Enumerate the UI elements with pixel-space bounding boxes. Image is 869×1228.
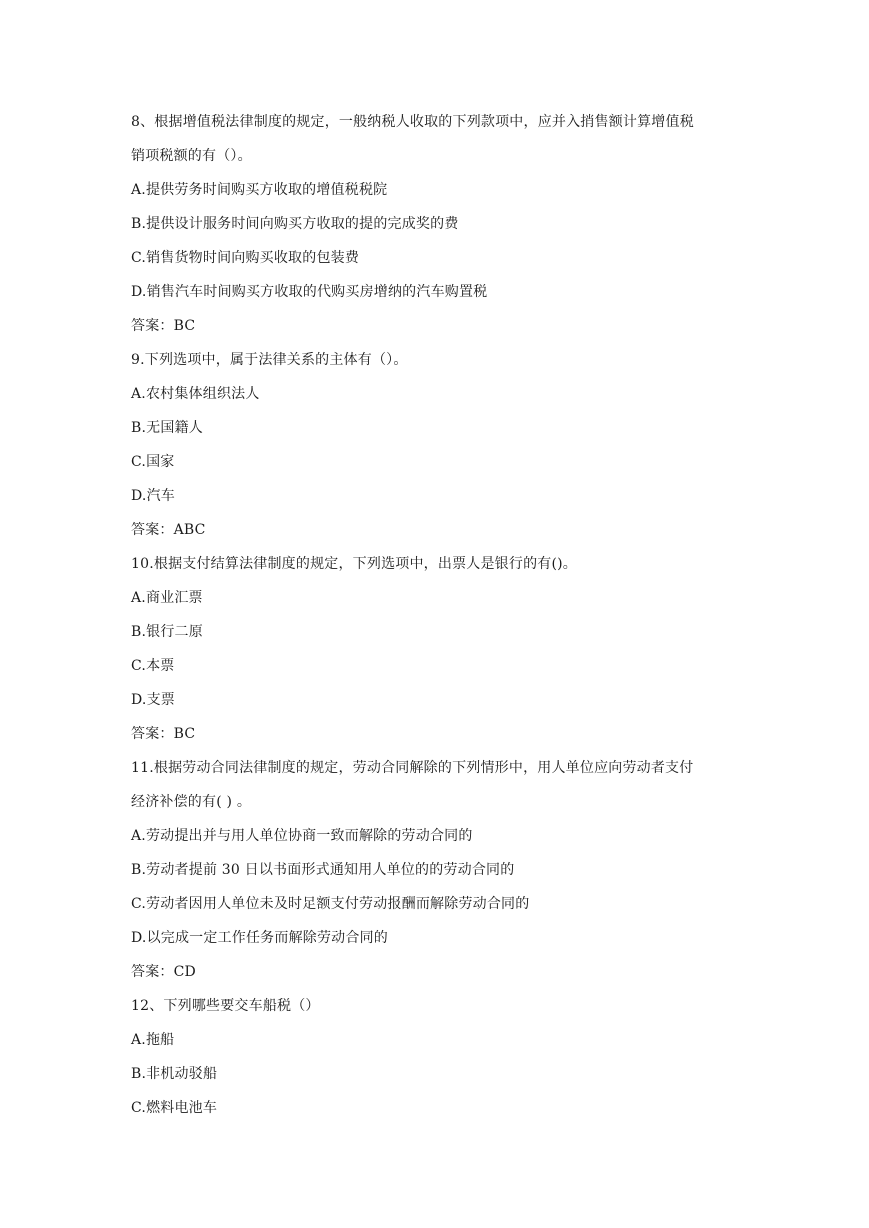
option-a: A.农村集体组织法人	[131, 386, 260, 402]
option-a: A.拖船	[131, 1032, 175, 1048]
option-b: B.劳动者提前 30 日以书面形式通知用人单位的的劳动合同的	[131, 862, 515, 878]
option-a: A.劳动提出并与用人单位协商一致而解除的劳动合同的	[131, 828, 473, 844]
option-a: A.提供劳务时间购买方收取的增值税税院	[131, 182, 388, 198]
option-b: B.提供设计服务时间向购买方收取的提的完成奖的费	[131, 216, 459, 232]
option-c: C.国家	[131, 454, 175, 470]
option-d: D.销售汽车时间购买方收取的代购买房增纳的汽车购置税	[131, 284, 488, 300]
option-d: D.汽车	[131, 488, 175, 504]
answer: 答案：CD	[131, 964, 196, 980]
question-stem: 8、根据增值税法律制度的规定，一般纳税人收取的下列款项中，应并入捎售额计算增值税	[131, 114, 694, 130]
option-d: D.以完成一定工作任务而解除劳动合同的	[131, 930, 388, 946]
question-stem: 10.根据支付结算法律制度的规定，下列选项中，出票人是银行的有()。	[131, 556, 577, 572]
document-page	[131, 105, 751, 1125]
option-b: B.非机动驳船	[131, 1066, 218, 1082]
option-c: C.燃料电池车	[131, 1100, 218, 1116]
option-c: C.销售货物时间向购买收取的包装费	[131, 250, 360, 266]
question-10	[131, 547, 751, 751]
question-12	[131, 989, 751, 1125]
question-9	[131, 343, 751, 547]
answer: 答案：BC	[131, 318, 196, 334]
question-8	[131, 105, 751, 343]
question-stem: 11.根据劳动合同法律制度的规定，劳动合同解除的下列情形中，用人单位应向劳动者支付	[131, 760, 694, 776]
question-stem: 9.下列选项中，属于法律关系的主体有（）。	[131, 352, 408, 368]
option-a: A.商业汇票	[131, 590, 203, 606]
option-c: C.劳动者因用人单位未及时足额支付劳动报酬而解除劳动合同的	[131, 896, 530, 912]
option-b: B.银行二原	[131, 624, 203, 640]
answer: 答案：BC	[131, 726, 196, 742]
question-stem-continued: 经济补偿的有( ) 。	[131, 794, 252, 810]
option-b: B.无国籍人	[131, 420, 203, 436]
question-stem-continued: 销项税额的有（）。	[131, 148, 252, 164]
question-stem: 12、下列哪些要交车船税（）	[131, 998, 320, 1014]
option-d: D.支票	[131, 692, 175, 708]
option-c: C.本票	[131, 658, 175, 674]
answer: 答案：ABC	[131, 522, 206, 538]
question-11	[131, 751, 751, 989]
